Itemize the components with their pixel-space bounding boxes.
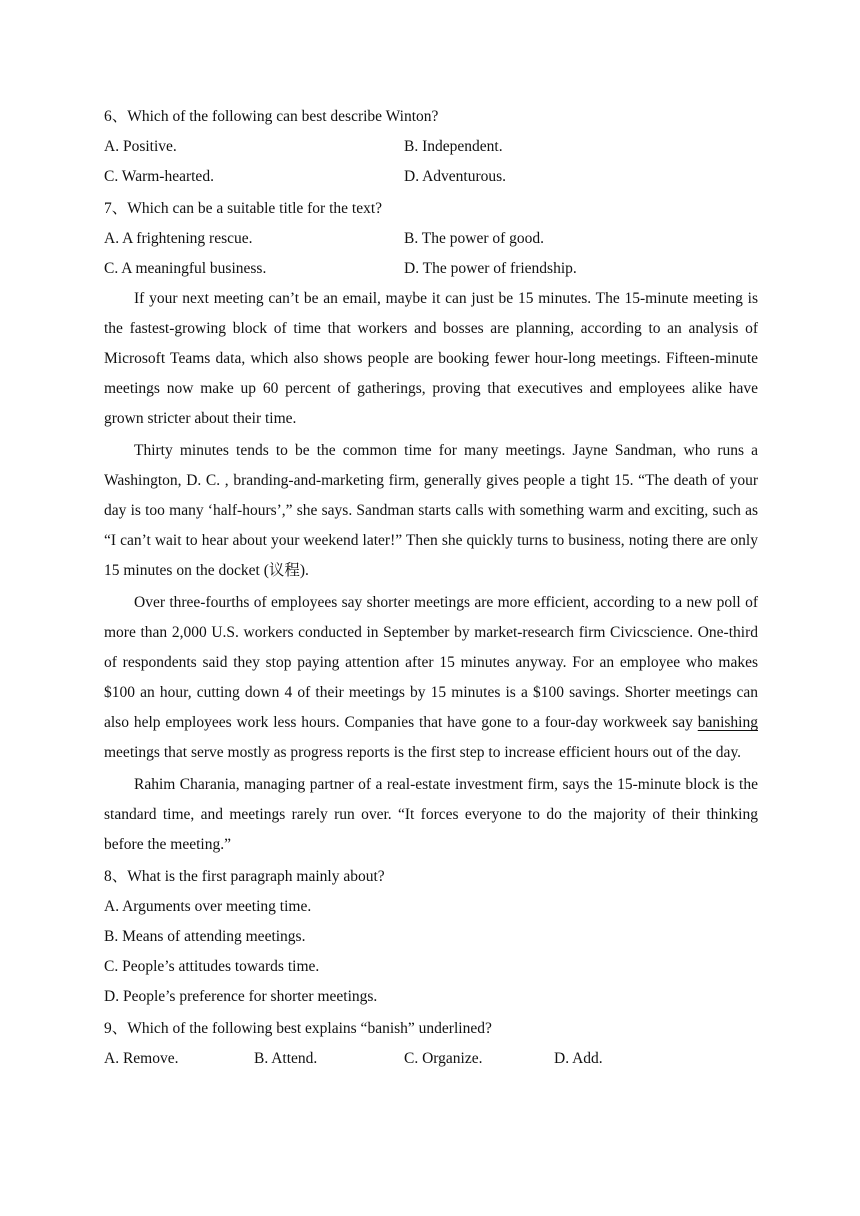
question-7-options-row-2 xyxy=(104,254,758,284)
passage-paragraph-2: Thirty minutes tends to be the common time for many meetings. Jayne Sandman, who runs a Washington, D. C. , branding-and-marketing firm, generally gives people a tight 15. “The death of your day is too many ‘half-hours’,” she says. Sandman starts calls with something warm and exciting, such as “I can’t wait to hear about your weekend later!” Then she quickly turns to business, noting there are only 15 minutes on the docket (议程). xyxy=(104,442,758,579)
question-7-option-b: B. The power of good. xyxy=(404,230,545,247)
question-6-option-b: B. Independent. xyxy=(404,138,503,155)
question-7-options-row-1 xyxy=(104,224,758,254)
question-9-option-d: D. Add. xyxy=(554,1050,603,1067)
passage-paragraph-1: If your next meeting can’t be an email, maybe it can just be 15 minutes. The 15-minute meeting is the fastest-growing block of time that workers and bosses are planning, according to an analysis of Microsoft Teams data, which also shows people are booking fewer hour-long meetings. Fifteen-minute meetings now make up 60 percent of gatherings, proving that executives and employees alike have grown stricter about their time. xyxy=(104,290,758,427)
question-6-option-c: C. Warm-hearted. xyxy=(104,168,214,185)
exam-page xyxy=(104,102,758,1074)
passage-paragraph-3-part-1: Over three-fourths of employees say shorter meetings are more efficient, according to a new poll of more than 2,000 U.S. workers conducted in September by market-research firm Civicscience. One-third of respondents said they stop paying attention after 15 minutes anyway. For an employee who makes $100 an hour, cutting down 4 of their meetings by 15 minutes is a $100 savings. Shorter meetings can also help employees work less hours. Companies that have gone to a four-day workweek say xyxy=(104,594,758,731)
question-6-options-row-1 xyxy=(104,132,758,162)
question-6-option-a: A. Positive. xyxy=(104,138,177,155)
passage-paragraph-3-part-2: meetings that serve mostly as progress reports is the first step to increase efficient hours out of the day. xyxy=(104,744,742,761)
question-6-option-d: D. Adventurous. xyxy=(404,168,507,185)
question-6-options-row-2 xyxy=(104,162,758,192)
question-7-option-a: A. A frightening rescue. xyxy=(104,230,253,247)
question-9-options-row xyxy=(104,1044,758,1074)
question-9-stem: 9、Which of the following best explains “banish” underlined? xyxy=(104,1020,492,1037)
question-7-stem: 7、Which can be a suitable title for the text? xyxy=(104,200,383,217)
question-8-stem: 8、What is the first paragraph mainly about? xyxy=(104,868,385,885)
question-8-option-b: B. Means of attending meetings. xyxy=(104,928,306,945)
question-7-option-c: C. A meaningful business. xyxy=(104,260,267,277)
question-8-option-d: D. People’s preference for shorter meetings. xyxy=(104,988,378,1005)
passage-paragraph-4: Rahim Charania, managing partner of a real-estate investment firm, says the 15-minute block is the standard time, and meetings rarely run over. “It forces everyone to do the majority of their thinking before the meeting.” xyxy=(104,776,758,853)
question-9-option-c: C. Organize. xyxy=(404,1050,483,1067)
question-9-option-b: B. Attend. xyxy=(254,1050,318,1067)
question-8-option-a: A. Arguments over meeting time. xyxy=(104,898,312,915)
question-8-option-c: C. People’s attitudes towards time. xyxy=(104,958,320,975)
underlined-word-banishing: banishing xyxy=(697,714,758,731)
question-7-option-d: D. The power of friendship. xyxy=(404,260,577,277)
question-6-stem: 6、Which of the following can best describe Winton? xyxy=(104,108,439,125)
question-9-option-a: A. Remove. xyxy=(104,1050,179,1067)
passage-paragraph-3 xyxy=(104,588,758,768)
